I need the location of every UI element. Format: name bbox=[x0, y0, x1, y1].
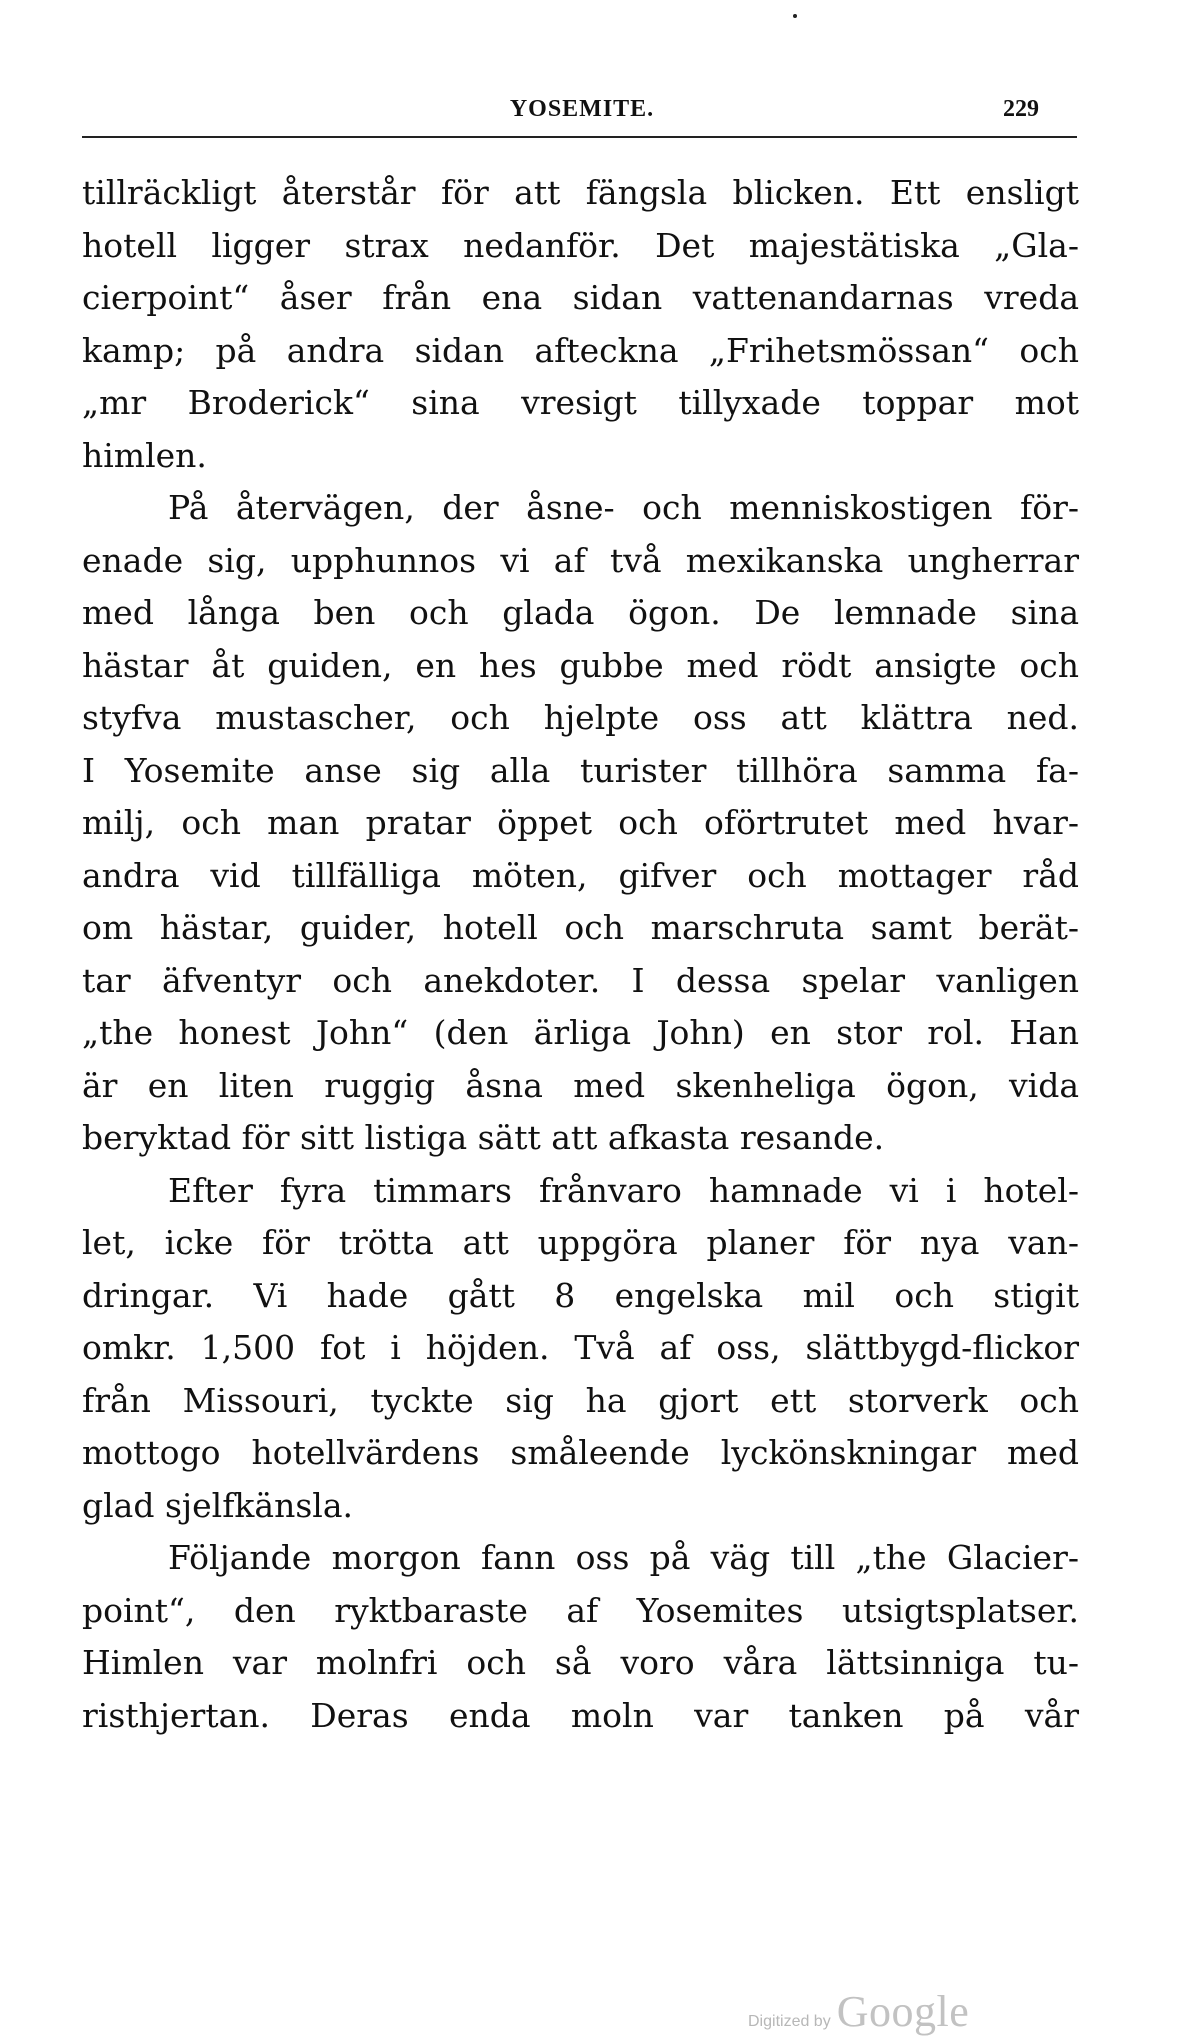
text-line: dringar. Vi hade gått 8 engelska mil och stigit bbox=[82, 1275, 1079, 1315]
text-line: hotell ligger strax nedanför. Det majestätiska „Gla- bbox=[82, 225, 1079, 265]
watermark-brand-logo: Google bbox=[836, 1987, 970, 2036]
text-line: tar äfventyr och anekdoter. I dessa spelar vanligen bbox=[82, 960, 1079, 1000]
text-line: styfva mustascher, och hjelpte oss att klättra ned. bbox=[82, 698, 1079, 737]
text-line: himlen. bbox=[82, 435, 207, 475]
header-rule bbox=[82, 136, 1077, 138]
body-text bbox=[82, 167, 1079, 1742]
text-line: risthjertan. Deras enda moln var tanken på vår bbox=[82, 1695, 1079, 1735]
text-line: point“, den ryktbaraste af Yosemites utsigtsplatser. bbox=[82, 1590, 1079, 1630]
running-title: YOSEMITE. bbox=[509, 96, 655, 122]
text-line: Efter fyra timmars frånvaro hamnade vi i hotel- bbox=[168, 1170, 1079, 1210]
running-header bbox=[82, 96, 1082, 136]
text-line: „the honest John“ (den ärliga John) en stor rol. Han bbox=[82, 1013, 1079, 1052]
text-line: beryktad för sitt listiga sätt att afkasta resande. bbox=[82, 1118, 885, 1157]
text-line: andra vid tillfälliga möten, gifver och mottager råd bbox=[82, 855, 1079, 895]
text-line: hästar åt guiden, en hes gubbe med rödt ansigte och bbox=[82, 645, 1079, 685]
text-line: kamp; på andra sidan afteckna „Frihetsmössan“ och bbox=[82, 330, 1079, 370]
text-line: mottogo hotellvärdens småleende lyckönskningar med bbox=[82, 1433, 1079, 1472]
text-line: glad sjelfkänsla. bbox=[82, 1485, 354, 1525]
text-line: med långa ben och glada ögon. De lemnade sina bbox=[82, 593, 1079, 632]
text-line: från Missouri, tyckte sig ha gjort ett storverk och bbox=[82, 1380, 1079, 1420]
text-line: milj, och man pratar öppet och oförtrutet med hvar- bbox=[82, 803, 1079, 842]
text-line: tillräckligt återstår för att fängsla blicken. Ett ensligt bbox=[82, 173, 1079, 212]
text-line: omkr. 1,500 fot i höjden. Två af oss, slättbygd-flickor bbox=[82, 1328, 1079, 1367]
watermark-prefix: Digitized by bbox=[748, 2013, 831, 2030]
text-line: enade sig, upphunnos vi af två mexikanska ungherrar bbox=[82, 540, 1079, 580]
page-number: 229 bbox=[1003, 96, 1039, 122]
text-line: är en liten ruggig åsna med skenheliga ögon, vida bbox=[82, 1065, 1079, 1105]
text-line: om hästar, guider, hotell och marschruta samt berät- bbox=[82, 908, 1079, 947]
text-line: På återvägen, der åsne- och menniskostigen för- bbox=[168, 488, 1079, 527]
text-line: Följande morgon fann oss på väg till „the Glacier- bbox=[168, 1538, 1079, 1577]
text-line: Himlen var molnfri och så voro våra lättsinniga tu- bbox=[82, 1643, 1079, 1682]
text-line: let, icke för trötta att uppgöra planer för nya van- bbox=[82, 1223, 1079, 1262]
text-line: I Yosemite anse sig alla turister tillhöra samma fa- bbox=[82, 750, 1079, 790]
text-line: cierpoint“ åser från ena sidan vattenandarnas vreda bbox=[82, 278, 1079, 317]
text-line: „mr Broderick“ sina vresigt tillyxade toppar mot bbox=[82, 383, 1079, 422]
page-speck bbox=[793, 14, 797, 18]
digitized-watermark bbox=[748, 1986, 969, 2037]
